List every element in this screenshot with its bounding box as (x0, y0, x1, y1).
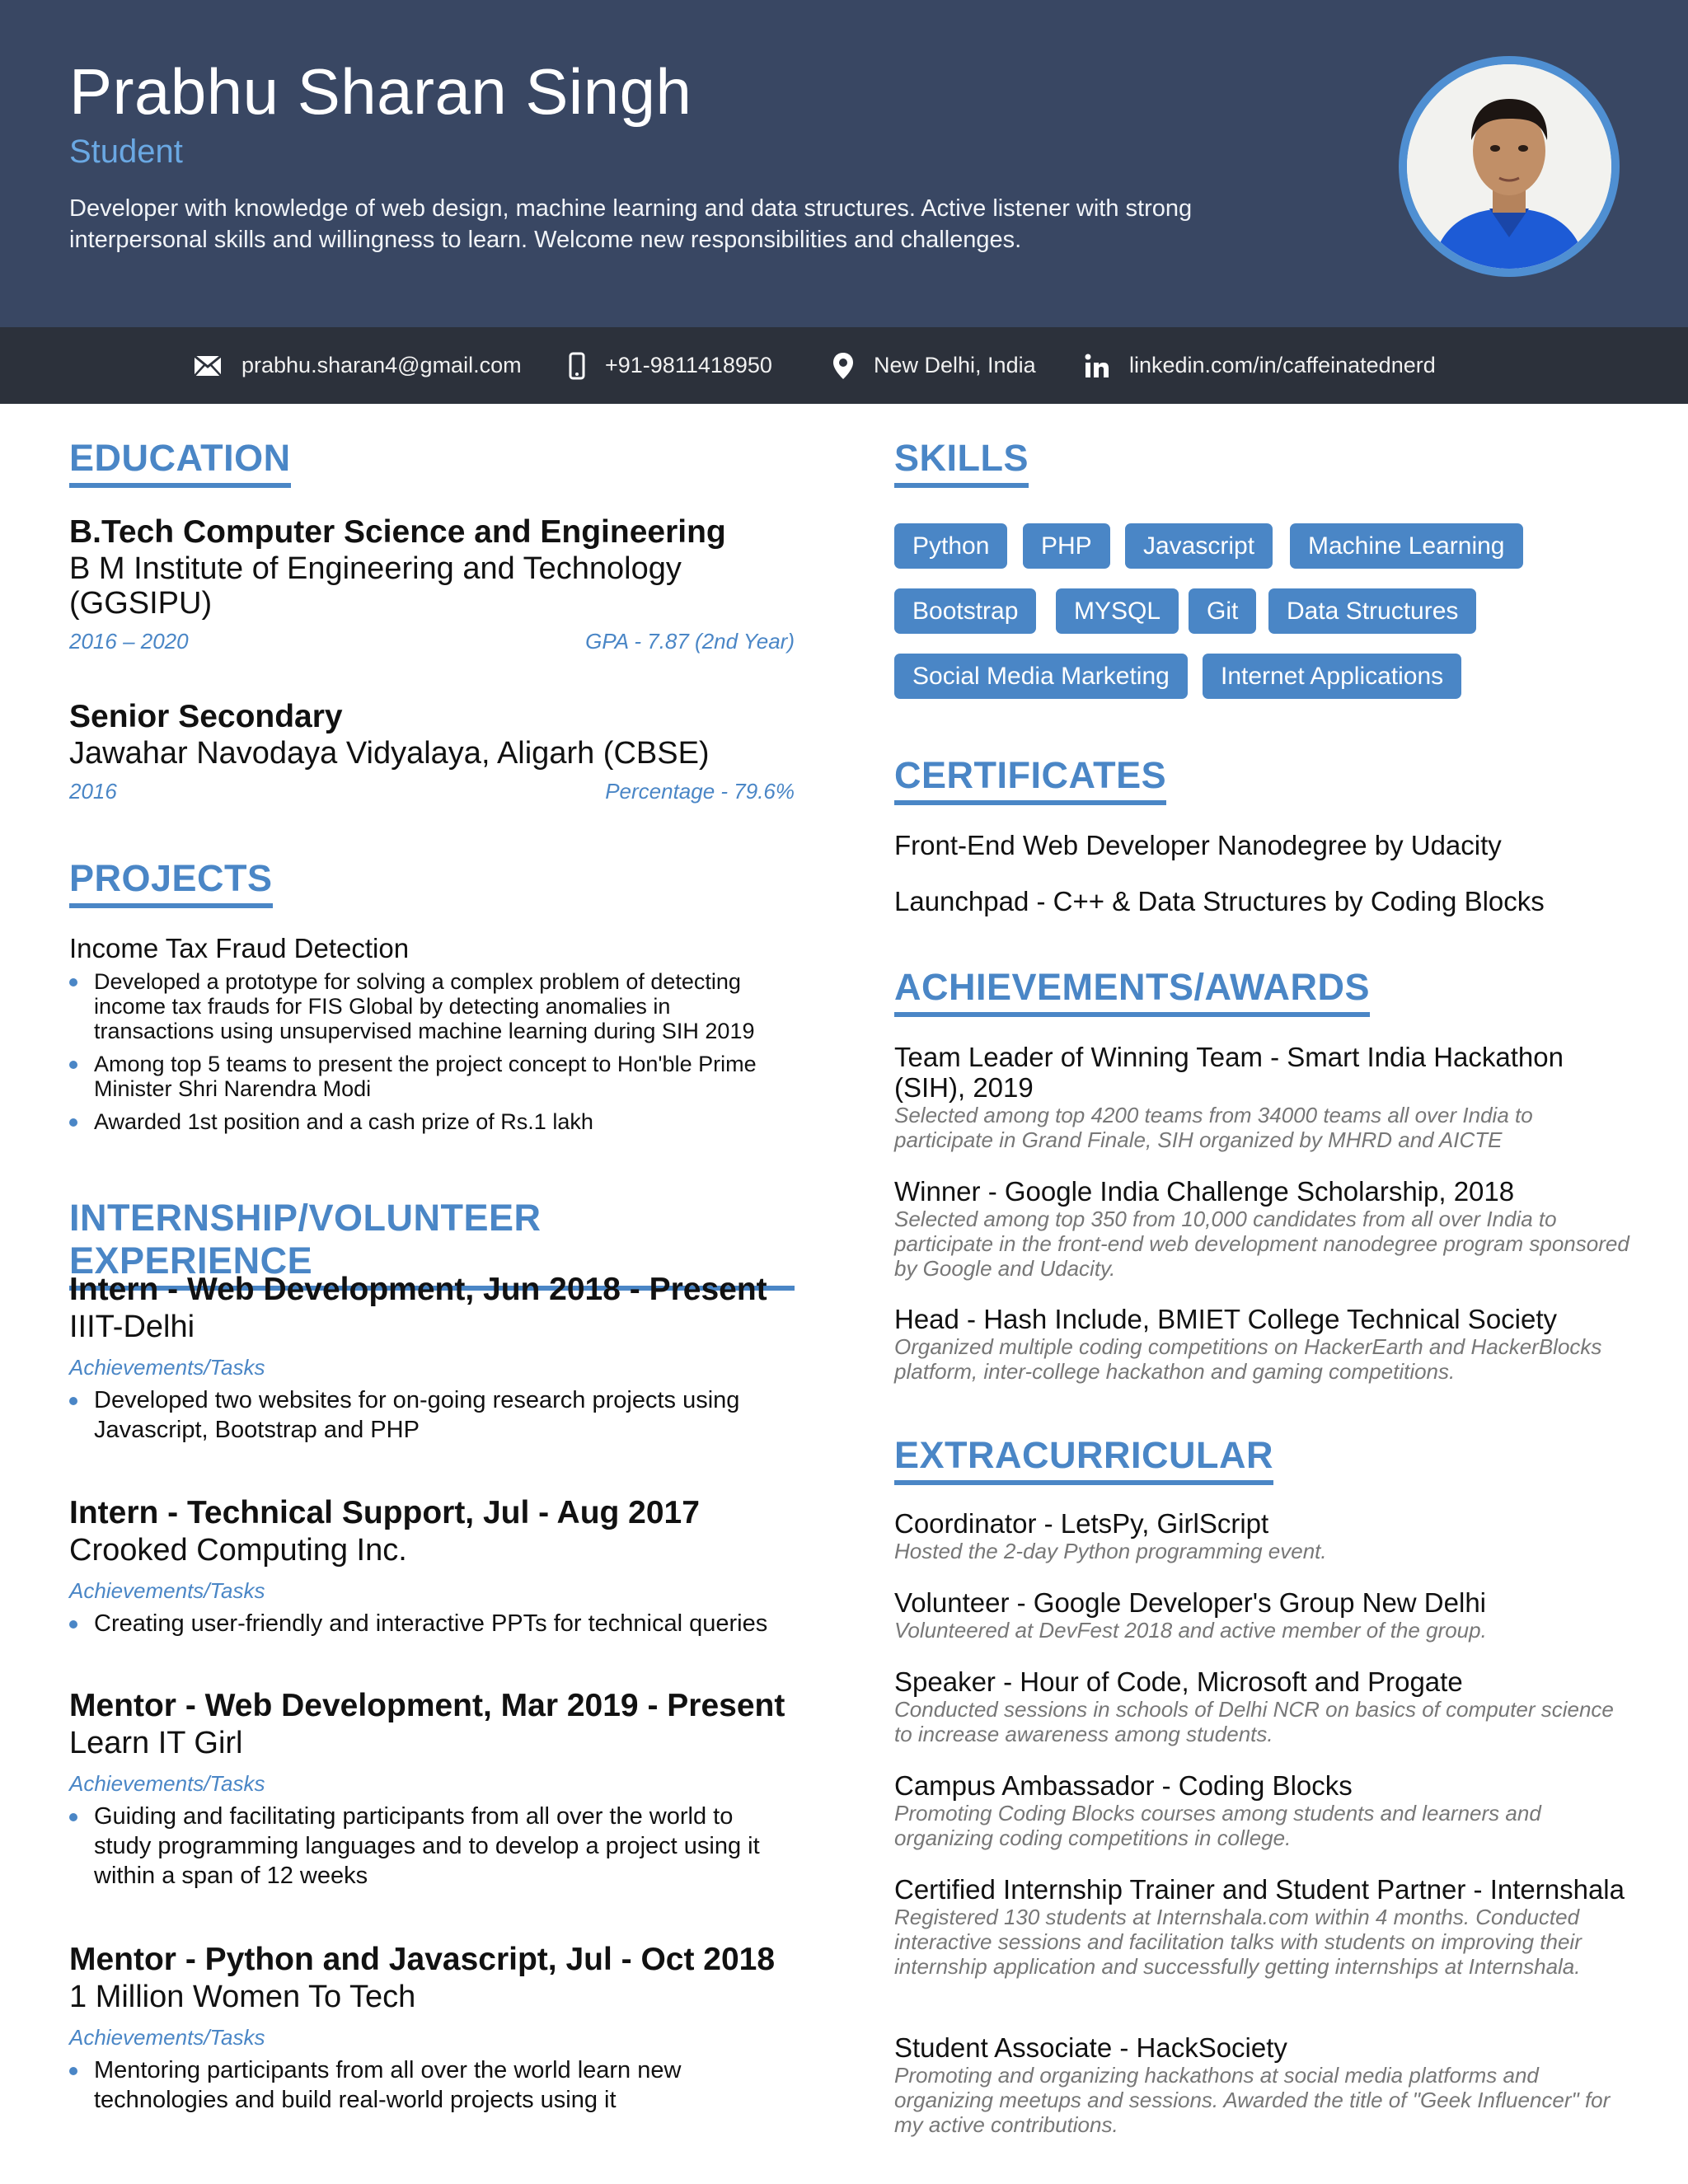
job-bullets (69, 2055, 795, 2115)
skill-tag: Bootstrap (894, 588, 1036, 634)
activity-description: Hosted the 2-day Python programming event. (894, 1539, 1327, 1563)
achievement-title: Head - Hash Include, BMIET College Technical Society (894, 1304, 1558, 1334)
extracurricular-heading: EXTRACURRICULAR (894, 1434, 1273, 1485)
job-organization: Crooked Computing Inc. (69, 1533, 407, 1568)
skills-heading: SKILLS (894, 437, 1029, 488)
list-item: Developed a prototype for solving a complex problem of detecting income tax frauds for FIS Global by detecting anomalies in transactions using unsupervised machine learning during SIH 2019 (69, 969, 795, 1043)
achievement-item (894, 1042, 1636, 1152)
activity-description: Promoting Coding Blocks courses among students and learners and organizing coding competitions in college. (894, 1801, 1541, 1850)
certificates-section (894, 754, 1636, 805)
contact-phone[interactable] (569, 327, 772, 404)
achievement-description: Selected among top 350 from 10,000 candidates from all over India to participate in the front-end web development nanodegree program sponsored by Google and Udacity. (894, 1207, 1629, 1281)
contact-location (832, 327, 1036, 404)
extracurricular-item (894, 1770, 1636, 1850)
skills-section (894, 437, 1636, 488)
education-score: GPA - 7.87 (2nd Year) (585, 629, 795, 654)
education-section (69, 437, 795, 488)
skill-tag: Javascript (1125, 523, 1273, 569)
activity-description: Registered 130 students at Internshala.com within 4 months. Conducted interactive sessions and facilitation talks with students on improving their internship application and successfully getting internships at Internshala. (894, 1905, 1582, 1979)
candidate-role: Student (69, 134, 183, 170)
skill-tag: Git (1189, 588, 1256, 634)
skill-tag: Internet Applications (1203, 654, 1461, 699)
achievements-label: Achievements/Tasks (69, 1578, 265, 1603)
list-item: Developed two websites for on-going research projects using Javascript, Bootstrap and PHP (69, 1385, 795, 1445)
contact-linkedin[interactable] (1085, 327, 1436, 404)
list-item: Awarded 1st position and a cash prize of Rs.1 lakh (69, 1109, 795, 1134)
experience-item (69, 1687, 795, 1894)
institution-name: B M Institute of Engineering and Technology (GGSIPU) (69, 551, 682, 621)
job-title: Intern - Web Development, Jun 2018 - Present (69, 1272, 767, 1307)
profile-summary: Developer with knowledge of web design, machine learning and data structures. Active listener with strong interpersonal skills and willingness to learn. Welcome new responsibilities and challenges. (69, 195, 1193, 253)
envelope-icon (194, 355, 222, 377)
projects-section (69, 857, 795, 908)
education-dates: 2016 (69, 779, 117, 804)
location-pin-icon (832, 352, 854, 380)
list-item: Among top 5 teams to present the project concept to Hon'ble Prime Minister Shri Narendra Modi (69, 1052, 795, 1101)
job-bullets (69, 1802, 795, 1891)
education-heading: EDUCATION (69, 437, 291, 488)
job-organization: 1 Million Women To Tech (69, 1980, 416, 2014)
job-bullets (69, 1385, 795, 1445)
list-item: Mentoring participants from all over the world learn new technologies and build real-world projects using it (69, 2055, 795, 2115)
extracurricular-item (894, 1874, 1636, 1979)
achievements-section (894, 966, 1636, 1017)
activity-description: Volunteered at DevFest 2018 and active member of the group. (894, 1618, 1487, 1643)
experience-heading: INTERNSHIP/VOLUNTEER EXPERIENCE (69, 1197, 795, 1291)
extracurricular-section (894, 1434, 1636, 1485)
skill-tag: Data Structures (1268, 588, 1476, 634)
achievement-description: Selected among top 4200 teams from 34000 teams all over India to participate in Grand Finale, SIH organized by MHRD and AICTE (894, 1103, 1533, 1152)
profile-photo (1399, 56, 1620, 277)
job-title: Mentor - Python and Javascript, Jul - Oct 2018 (69, 1942, 776, 1977)
contact-email[interactable] (194, 327, 522, 404)
list-item: Creating user-friendly and interactive PPTs for technical queries (69, 1609, 795, 1638)
extracurricular-item (894, 1666, 1636, 1746)
achievements-label: Achievements/Tasks (69, 2025, 265, 2050)
education-meta (69, 779, 795, 804)
location-text: New Delhi, India (874, 353, 1036, 377)
extracurricular-item (894, 1587, 1636, 1643)
phone-icon (569, 352, 585, 380)
candidate-name: Prabhu Sharan Singh (69, 55, 692, 128)
activity-title: Coordinator - LetsPy, GirlScript (894, 1508, 1269, 1539)
projects-heading: PROJECTS (69, 857, 273, 908)
skill-tag: MYSQL (1056, 588, 1179, 634)
activity-description: Promoting and organizing hackathons at social media platforms and organizing meetups and sessions. Awarded the title of "Geek Influencer" for my active contributions. (894, 2063, 1611, 2137)
skill-tag: Machine Learning (1290, 523, 1523, 569)
activity-title: Certified Internship Trainer and Student Partner - Internshala (894, 1874, 1625, 1905)
certificate-item: Launchpad - C++ & Data Structures by Coding Blocks (894, 886, 1545, 916)
achievement-item (894, 1176, 1636, 1281)
contact-bar (0, 327, 1688, 404)
experience-item (69, 1494, 795, 1642)
activity-description: Conducted sessions in schools of Delhi NCR on basics of computer science to increase awareness among students. (894, 1697, 1614, 1746)
education-meta (69, 629, 795, 654)
achievements-label: Achievements/Tasks (69, 1771, 265, 1796)
activity-title: Volunteer - Google Developer's Group New Delhi (894, 1587, 1487, 1618)
achievement-item (894, 1304, 1636, 1384)
degree-title: Senior Secondary (69, 699, 343, 734)
skill-tag: Python (894, 523, 1007, 569)
degree-title: B.Tech Computer Science and Engineering (69, 514, 726, 550)
education-dates: 2016 – 2020 (69, 629, 189, 654)
linkedin-icon (1085, 354, 1109, 378)
certificate-item: Front-End Web Developer Nanodegree by Udacity (894, 830, 1502, 860)
job-title: Mentor - Web Development, Mar 2019 - Present (69, 1688, 785, 1723)
email-text: prabhu.sharan4@gmail.com (241, 353, 522, 377)
job-organization: IIIT-Delhi (69, 1310, 195, 1344)
list-item: Guiding and facilitating participants from all over the world to study programming languages and to develop a project using it within a span of 12 weeks (69, 1802, 795, 1891)
education-item (69, 698, 795, 804)
skill-tag: Social Media Marketing (894, 654, 1188, 699)
experience-item (69, 1271, 795, 1448)
skill-tag: PHP (1023, 523, 1110, 569)
education-item (69, 513, 795, 654)
institution-name: Jawahar Navodaya Vidyalaya, Aligarh (CBSE) (69, 736, 710, 771)
achievements-heading: ACHIEVEMENTS/AWARDS (894, 966, 1370, 1017)
project-name: Income Tax Fraud Detection (69, 933, 410, 963)
certificates-heading: CERTIFICATES (894, 754, 1166, 805)
portrait-image (1407, 64, 1611, 269)
phone-text: +91-9811418950 (605, 353, 772, 377)
achievement-title: Winner - Google India Challenge Scholarship, 2018 (894, 1176, 1515, 1207)
resume-header (0, 0, 1688, 327)
extracurricular-item (894, 1508, 1636, 1563)
activity-title: Student Associate - HackSociety (894, 2032, 1287, 2063)
education-score: Percentage - 79.6% (605, 779, 795, 804)
job-title: Intern - Technical Support, Jul - Aug 2017 (69, 1495, 700, 1530)
activity-title: Campus Ambassador - Coding Blocks (894, 1770, 1353, 1801)
achievements-label: Achievements/Tasks (69, 1355, 265, 1380)
job-bullets (69, 1609, 795, 1638)
extracurricular-item (894, 2032, 1636, 2137)
job-organization: Learn IT Girl (69, 1726, 243, 1760)
project-item (69, 931, 795, 1142)
experience-item (69, 1941, 795, 2118)
linkedin-text: linkedin.com/in/caffeinatednerd (1129, 353, 1436, 377)
achievement-description: Organized multiple coding competitions on HackerEarth and HackerBlocks platform, inter-college hackathon and gaming competitions. (894, 1334, 1602, 1384)
activity-title: Speaker - Hour of Code, Microsoft and Progate (894, 1666, 1463, 1697)
achievement-title: Team Leader of Winning Team - Smart India Hackathon (SIH), 2019 (894, 1042, 1564, 1103)
project-bullets (69, 969, 795, 1134)
